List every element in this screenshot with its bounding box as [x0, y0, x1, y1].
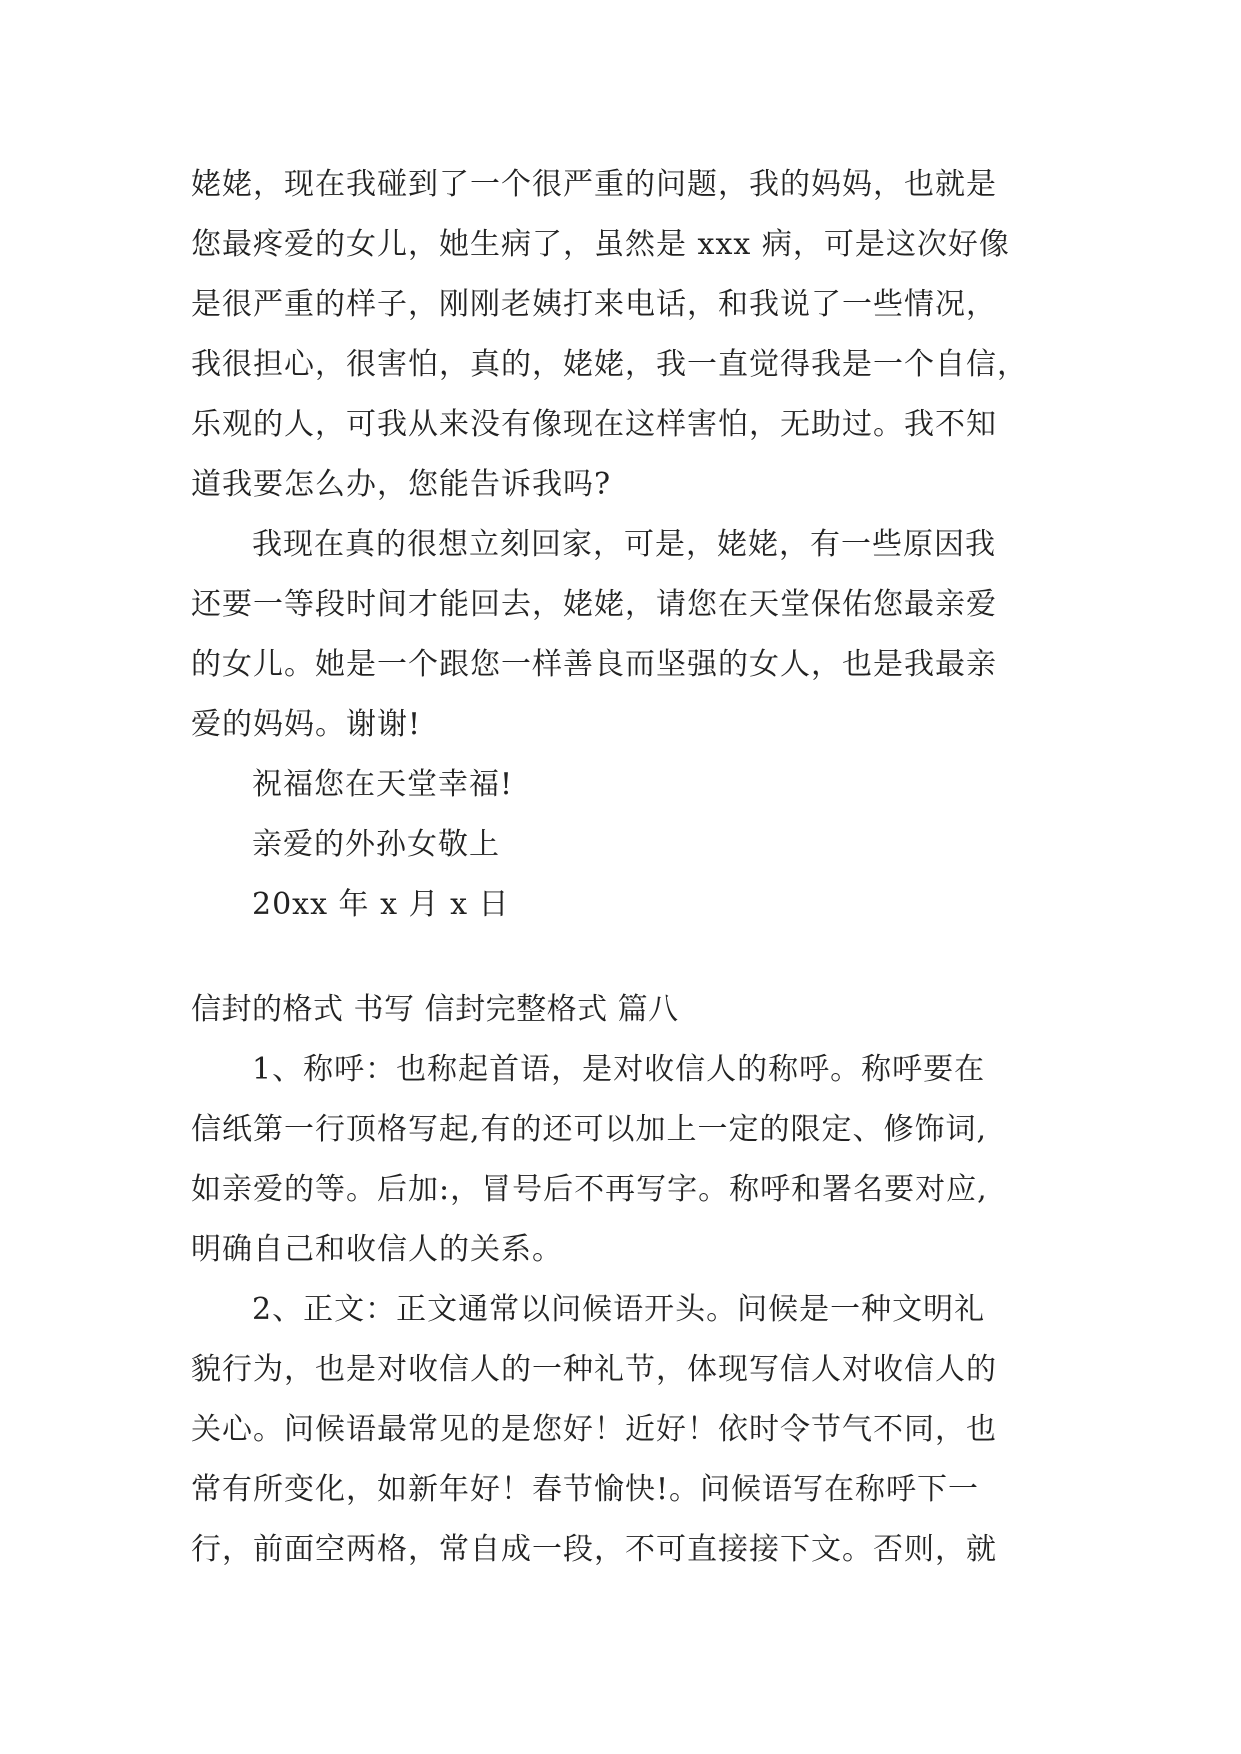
body-line: 是很严重的样子，刚刚老姨打来电话，和我说了一些情况，: [191, 287, 997, 322]
body-line: 我现在真的很想立刻回家，可是，姥姥，有一些原因我: [252, 527, 996, 562]
body-line: 您最疼爱的女儿，她生病了，虽然是 xxx 病，可是这次好像: [191, 227, 1010, 262]
body-line: 信纸第一行顶格写起,有的还可以加上一定的限定、修饰词,: [191, 1112, 988, 1147]
body-line: 爱的妈妈。谢谢!: [191, 707, 422, 742]
closing-wish: 祝福您在天堂幸福!: [252, 767, 514, 802]
body-line: 明确自己和收信人的关系。: [191, 1232, 563, 1267]
body-line: 姥姥，现在我碰到了一个很严重的问题，我的妈妈，也就是: [191, 167, 997, 202]
body-line: 常有所变化，如新年好！春节愉快!。问候语写在称呼下一: [191, 1472, 980, 1507]
body-line: 如亲爱的等。后加:，冒号后不再写字。称呼和署名要对应,: [191, 1172, 988, 1207]
body-line: 关心。问候语最常见的是您好！近好！依时令节气不同，也: [191, 1412, 997, 1447]
body-line: 乐观的人，可我从来没有像现在这样害怕，无助过。我不知: [191, 407, 997, 442]
body-line: 1、称呼：也称起首语，是对收信人的称呼。称呼要在: [252, 1052, 986, 1087]
signature: 亲爱的外孙女敬上: [252, 827, 500, 862]
body-line: 的女儿。她是一个跟您一样善良而坚强的女人，也是我最亲: [191, 647, 997, 682]
body-line: 还要一等段时间才能回去，姥姥，请您在天堂保佑您最亲爱: [191, 587, 997, 622]
body-line: 貌行为，也是对收信人的一种礼节，体现写信人对收信人的: [191, 1352, 997, 1387]
body-line: 2、正文：正文通常以问候语开头。问候是一种文明礼: [252, 1292, 986, 1327]
body-line: 我很担心，很害怕，真的，姥姥，我一直觉得我是一个自信，: [191, 347, 1028, 382]
body-line: 行，前面空两格，常自成一段，不可直接接下文。否则，就: [191, 1532, 997, 1567]
body-line: 道我要怎么办，您能告诉我吗?: [191, 467, 612, 502]
letter-date: 20xx 年 x 月 x 日: [252, 887, 510, 922]
section-heading: 信封的格式 书写 信封完整格式 篇八: [191, 992, 679, 1027]
